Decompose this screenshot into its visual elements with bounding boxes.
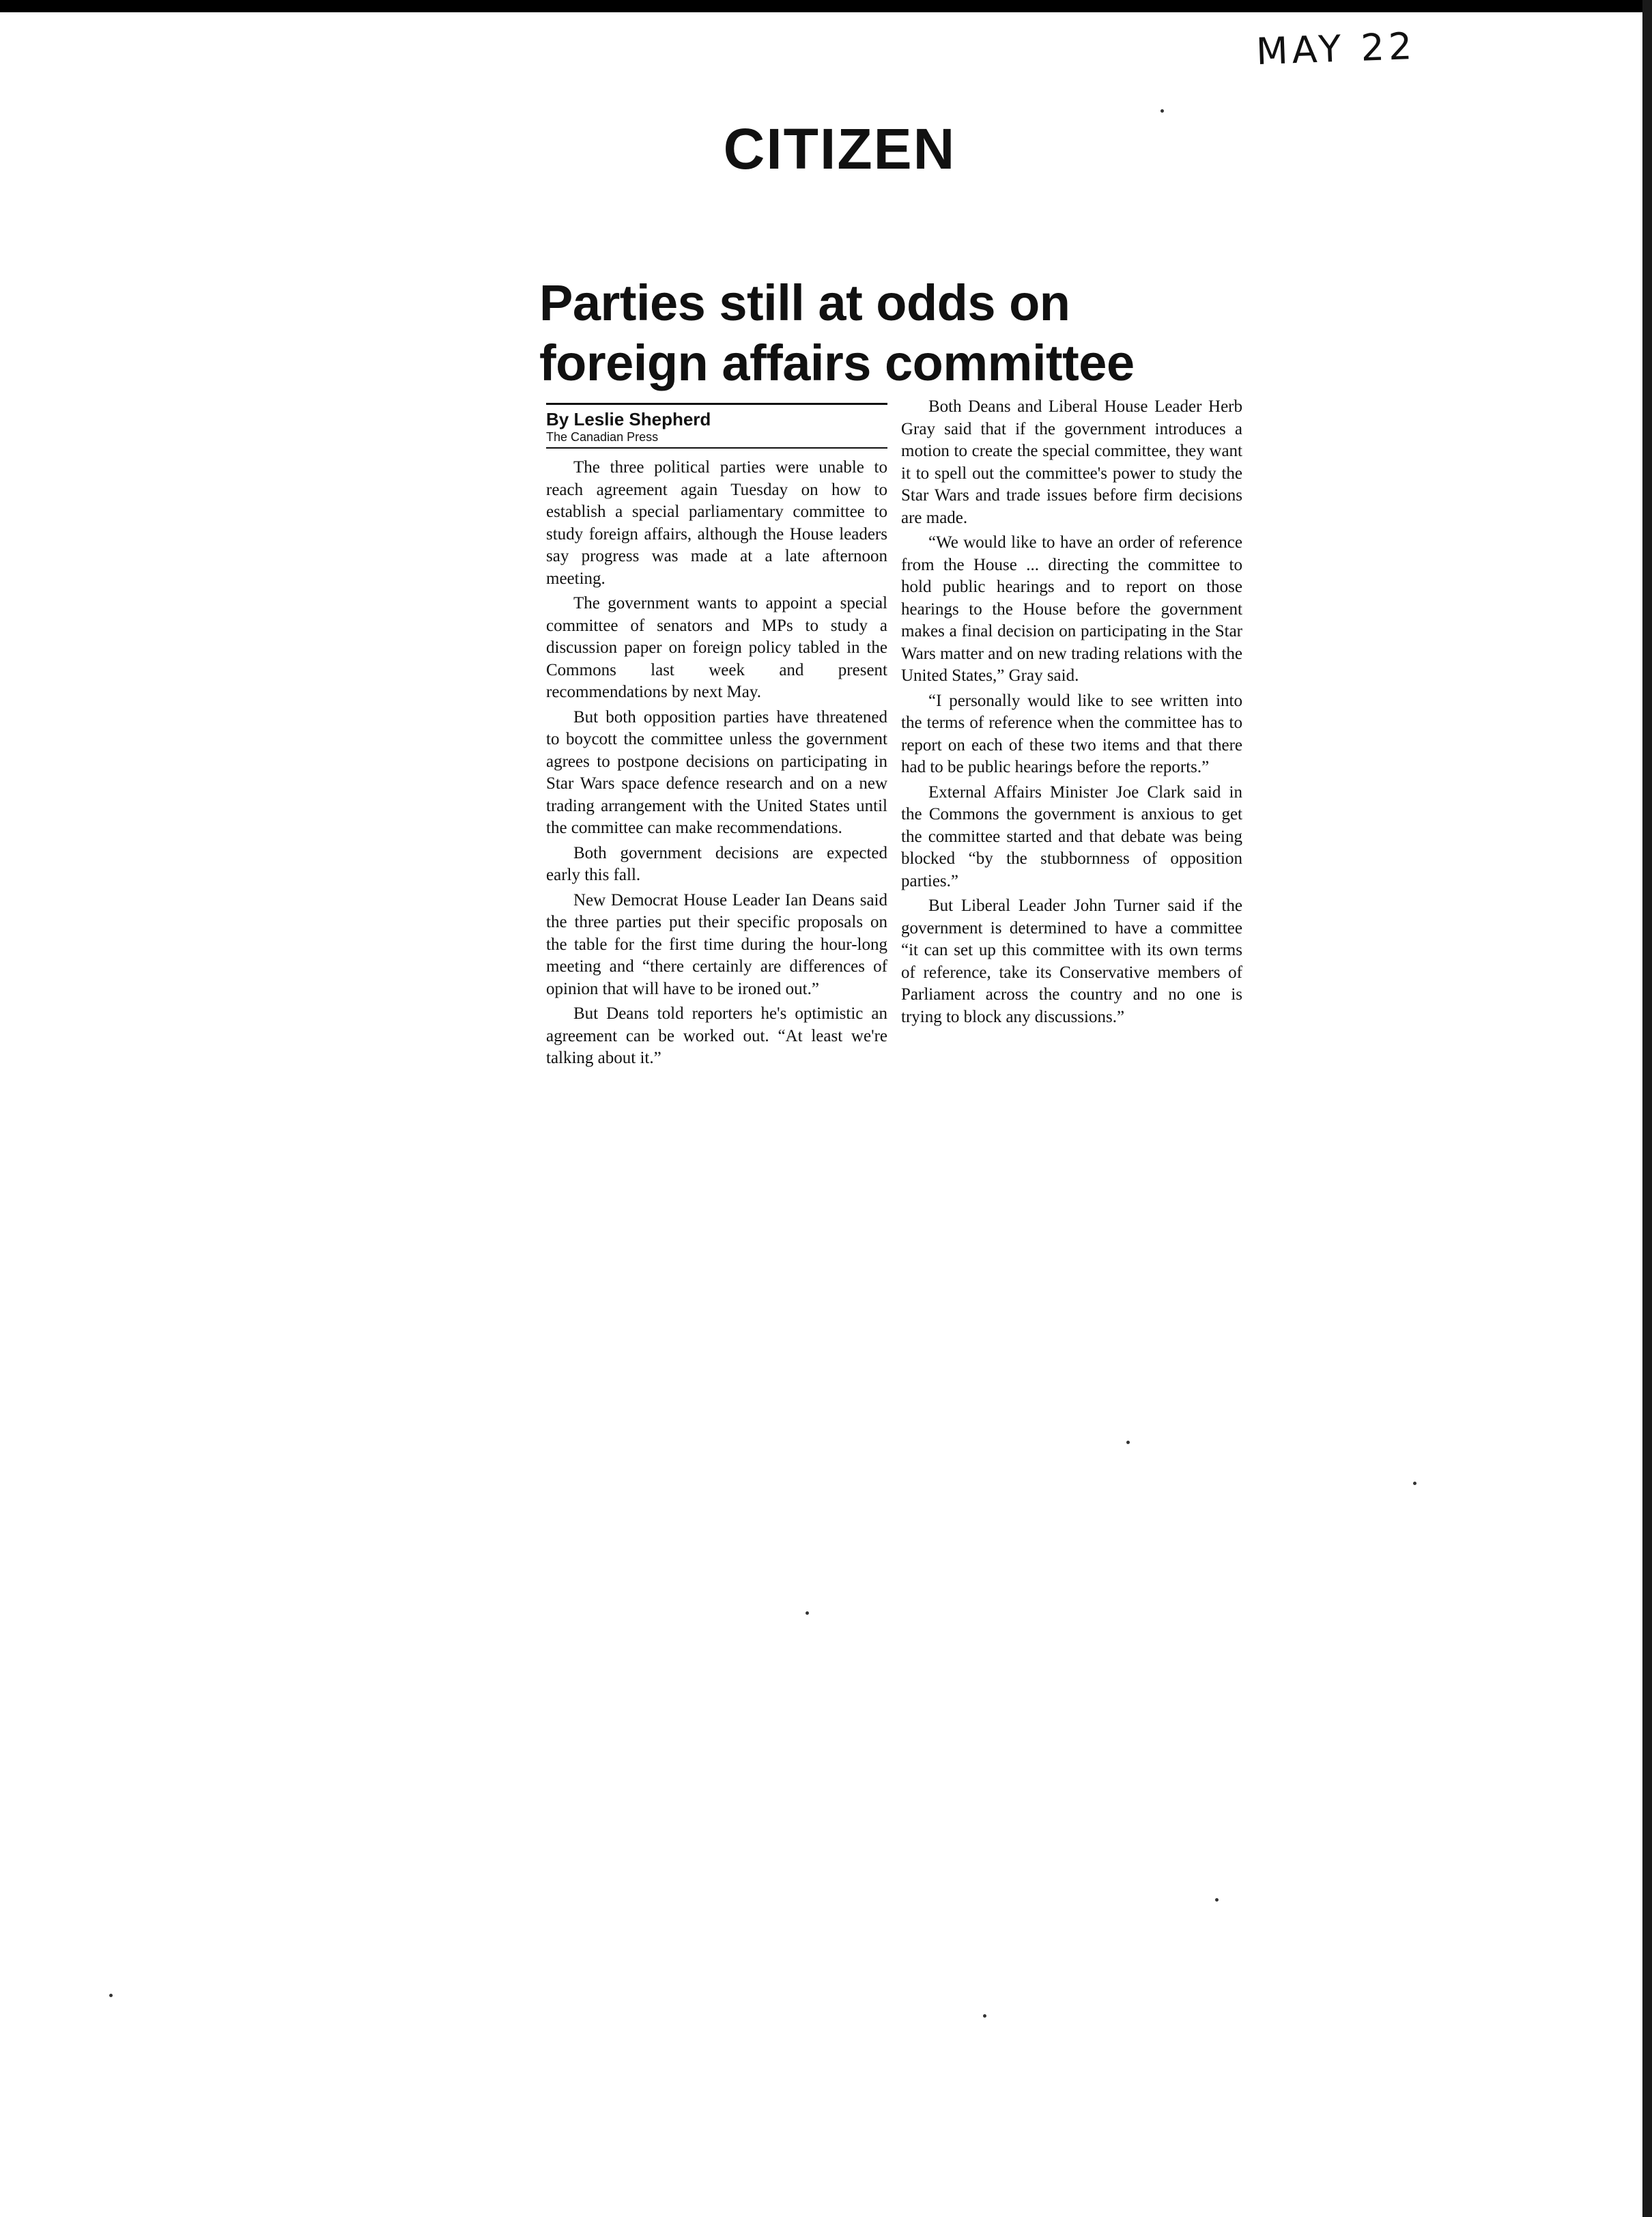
paragraph: “We would like to have an order of reference from the House ... directing the committee to hold public hearings and to report on those hearings to the House before the government makes a final decision on participating in the Star Wars matter and on new trading relations with the United States,” Gray said. bbox=[901, 533, 1242, 685]
article-credit: The Canadian Press bbox=[546, 430, 659, 444]
scan-speck bbox=[1126, 1441, 1130, 1444]
article-column-left bbox=[546, 403, 887, 1073]
scan-speck bbox=[1413, 1482, 1416, 1485]
newspaper-clipping bbox=[526, 266, 1256, 1311]
publication-name: CITIZEN bbox=[723, 117, 956, 181]
handwritten-date-annotation: MAY 22 bbox=[1255, 24, 1417, 74]
paragraph: But Liberal Leader John Turner said if the government is determined to have a committee “it can set up this committee with its own terms of reference, take its Conservative members of Parliament across the country and no one is trying to block any discussions.” bbox=[901, 896, 1242, 1026]
headline-line-1: Parties still at odds on bbox=[539, 274, 1070, 331]
paragraph: The three political parties were unable to reach agreement again Tuesday on how to establish a special parliamentary committee to study foreign affairs, although the House leaders say progress was made at a late afternoon meeting. bbox=[546, 458, 887, 588]
paragraph: New Democrat House Leader Ian Deans said the three parties put their specific proposals on the table for the first time during the hour-long meeting and “there certainly are differences of opinion that will have to be ironed out.” bbox=[546, 890, 887, 998]
article-headline bbox=[539, 273, 1222, 393]
paragraph: Both Deans and Liberal House Leader Herb Gray said that if the government introduces a motion to create the special committee, they want it to spell out the committee's power to study the Star Wars and trade issues before firm decisions are made. bbox=[901, 397, 1242, 527]
headline-line-2: foreign affairs committee bbox=[539, 335, 1135, 391]
paragraph: The government wants to appoint a special committee of senators and MPs to study a discussion paper on foreign policy tabled in the Commons last week and present recommendations by next May. bbox=[546, 594, 887, 701]
paragraph: Both government decisions are expected early this fall. bbox=[546, 843, 887, 884]
scan-right-border bbox=[1642, 0, 1652, 2217]
article-byline: By Leslie Shepherd bbox=[546, 409, 711, 429]
scan-top-border bbox=[0, 0, 1652, 12]
byline-rule-bottom bbox=[546, 447, 887, 449]
paragraph: But both opposition parties have threatened to boycott the committee unless the government agrees to postpone decisions on participating in Star Wars space defence research and on a new trading arrangement with the United States until the committee can make recommendations. bbox=[546, 707, 887, 837]
paragraph: “I personally would like to see written into the terms of reference when the committee has to report on each of these two items and that there had to be public hearings before the reports.” bbox=[901, 691, 1242, 776]
byline-rule-top bbox=[546, 403, 887, 405]
paragraph: External Affairs Minister Joe Clark said in the Commons the government is anxious to get the committee started and that debate was being blocked “by the stubbornness of opposition parties.” bbox=[901, 782, 1242, 890]
scan-speck bbox=[109, 1994, 113, 1997]
scan-speck bbox=[806, 1611, 809, 1615]
scan-speck bbox=[1160, 109, 1164, 113]
scan-speck bbox=[1215, 1898, 1219, 1902]
paragraph: But Deans told reporters he's optimistic an agreement can be worked out. “At least we're talking about it.” bbox=[546, 1004, 887, 1067]
article-column-right bbox=[901, 396, 1242, 1031]
scan-speck bbox=[983, 2014, 986, 2018]
